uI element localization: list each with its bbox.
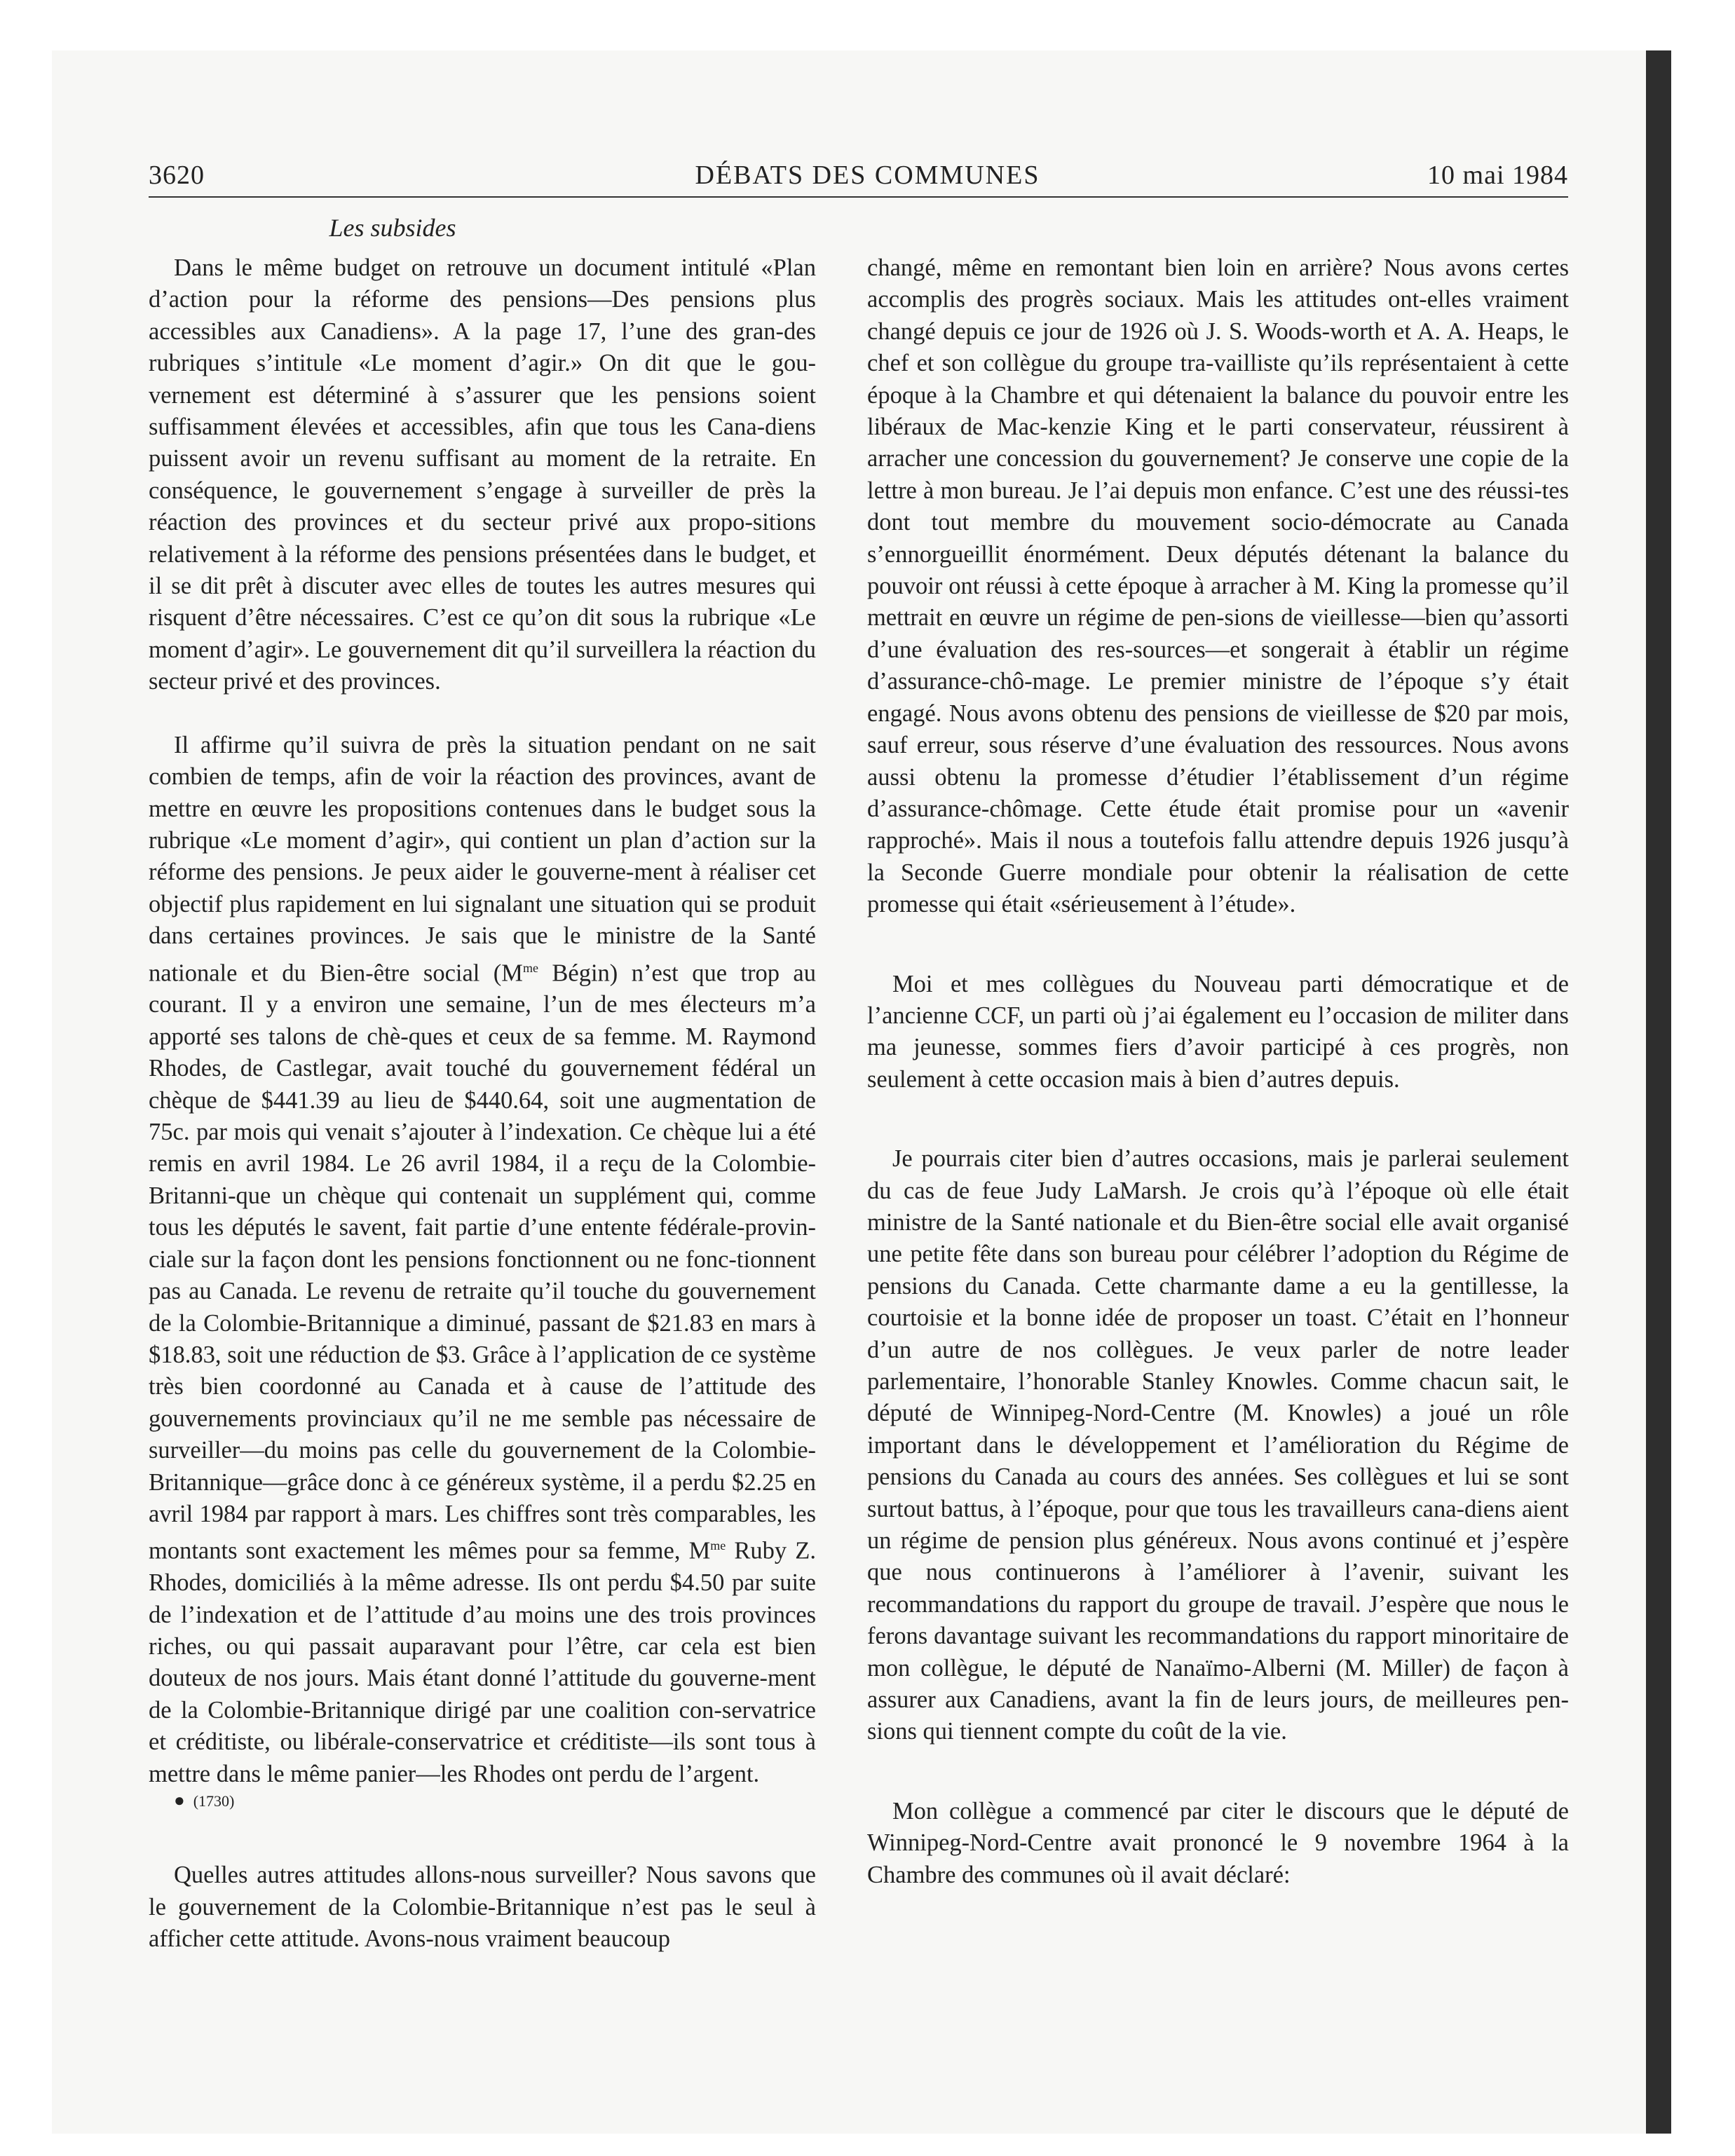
paragraph: Mon collègue a commencé par citer le discours que le député de Winnipeg-Nord-Centre avait prononcé le 9 novembre 1964 à la Chambre des communes où il avait déclaré:: [867, 1797, 1569, 1888]
left-column: [149, 252, 816, 1955]
paragraph-text: Bégin) n’est que trop au courant. Il y a environ une semaine, l’un de mes électeurs m’a apporté ses talons de chè-ques et ceux de sa femme. M. Raymond Rhodes, de Castlegar, avait touché du gouvernement fédéral un chèque de $441.39 au lieu de $440.64, soit une augmentation de 75c. par mois qui venait s’ajouter à l’indexation. Ce chèque lui a été remis en avril 1984. Le 26 avril 1984, il a reçu de la Colombie-Britanni-que un chèque qui contenait un supplément qui, comme tous les députés le savent, fait partie d’une entente fédérale-provin-ciale sur la façon dont les pensions fonctionnent ou ne fonc-tionnent pas au Canada. Le revenu de retraite qu’il touche du gouvernement de la Colombie-Britannique a diminué, passant de $21.83 en mars à $18.83, soit une réduction de $3. Grâce à l’application de ce système très bien coordonné au Canada et à cause de l’attitude des gouvernements provinciaux qu’il ne me semble pas nécessaire de surveiller—du moins pas celle du gouvernement de la Colombie-Britannique—grâce donc à ce généreux système, il a perdu $2.25 en avril 1984 par rapport à mars. Les chiffres sont très comparables, les montants sont exactement les mêmes pour sa femme, M: [149, 960, 816, 1564]
page-number: 3620: [149, 161, 205, 190]
paragraph-text: Il affirme qu’il suivra de près la situation pendant on ne sait combien de temps, afin de voir la réaction des provinces, avant de mettre en œuvre les propositions contenues dans le budget sous la rubrique «Le moment d’agir», qui contient un plan d’action sur la réforme des pensions. Je peux aider le gouverne-ment à réaliser cet objectif plus rapidement en lui signalant une situation qui se produit dans certaines provinces. Je sais que le ministre de la Santé nationale et du Bien-être social (M: [149, 731, 816, 987]
paragraph: changé, même en remontant bien loin en arrière? Nous avons certes accomplis des progrès sociaux. Mais les attitudes ont-elles vraiment changé depuis ce jour de 1926 où J. S. Woods-worth et A. A. Heaps, le chef et son collègue du groupe tra-vailliste qu’ils représentaient à cette époque à la Chambre et qui détenaient la balance du pouvoir entre les libéraux de Mac-kenzie King et le parti conservateur, réussirent à arracher une concession du gouvernement? Je conserve une copie de la lettre à mon bureau. Je l’ai depuis mon enfance. C’est une des réussi-tes dont tout membre du mouvement socio-démocrate au Canada s’ennorgueillit énormément. Deux députés détenant la balance du pouvoir ont réussi à cette époque à arracher à M. King la promesse qu’il mettrait en œuvre un régime de pen-sions de vieillesse—bien qu’assorti d’une évaluation des res-sources—et songerait à établir un régime d’assurance-chô-mage. Le premier ministre de l’époque s’y était engagé. Nous avons obtenu des pensions de vieillesse de $20 par mois, sauf erreur, sous réserve d’une évaluation des ressources. Nous avons aussi obtenu la promesse d’étudier l’établissement d’un régime d’assurance-chômage. Cette étude était promise pour un «avenir rapproché». Mais il nous a toutefois fallu attendre depuis 1926 jusqu’à la Seconde Guerre mondiale pour obtenir la réalisation de cette promesse qui était «sérieusement à l’étude».: [867, 254, 1569, 918]
superscript: me: [522, 960, 538, 975]
section-title: Les subsides: [329, 214, 456, 242]
timestamp-text: (1730): [193, 1792, 235, 1810]
paragraph: [149, 730, 816, 1790]
paragraph: Je pourrais citer bien d’autres occasions, mais je parlerai seulement du cas de feue Judy LaMarsh. Je crois qu’à l’époque où elle était ministre de la Santé nationale et du Bien-être social elle avait organisé une petite fête dans son bureau pour célébrer l’adoption du Régime de pensions du Canada. Cette charmante dame a eu la gentillesse, la courtoisie et la bonne idée de proposer un toast. C’était en l’honneur d’un autre de nos collègues. Je veux parler de notre leader parlementaire, l’honorable Stanley Knowles. Comme chacun sait, le député de Winnipeg-Nord-Centre (M. Knowles) a joué un rôle important dans le développement et l’amélioration du Régime de pensions du Canada au cours des années. Ses collègues et lui se sont surtout battus, à l’époque, pour que tous les travailleurs cana-diens aient un régime de pension plus généreux. Nous avons continué et j’espère que nous continuerons à l’améliorer à l’avenir, suivant les recommandations du rapport du groupe de travail. J’espère que nous le ferons davantage suivant les recommandations du rapport minoritaire de mon collègue, le député de Nanaïmo-Alberni (M. Miller) de façon à assurer aux Canadiens, avant la fin de leurs jours, de meilleures pen-sions qui tiennent compte du coût de la vie.: [867, 1145, 1569, 1745]
paragraph: Moi et mes collègues du Nouveau parti démocratique et de l’ancienne CCF, un parti où j’ai également eu l’occasion de militer dans ma jeunesse, sommes fiers d’avoir participé à ces progrès, non seulement à cette occasion mais à bien d’autres depuis.: [867, 970, 1569, 1093]
right-column: [867, 252, 1569, 1891]
page-date: 10 mai 1984: [1427, 161, 1568, 190]
paragraph: Quelles autres attitudes allons-nous surveiller? Nous savons que le gouvernement de la Colombie-Britannique n’est pas le seul à afficher cette attitude. Avons-nous vraiment beaucoup: [149, 1862, 816, 1952]
bullet-icon: ●: [174, 1790, 185, 1811]
timestamp: [149, 1790, 816, 1812]
header-rule: [149, 196, 1568, 198]
scan-edge-shadow: [1646, 50, 1671, 2134]
paragraph: Dans le même budget on retrouve un document intitulé «Plan d’action pour la réforme des pensions—Des pensions plus accessibles aux Canadiens». A la page 17, l’une des gran-des rubriques s’intitule «Le moment d’agir.» On dit que le gou-vernement est déterminé à s’assurer que les pensions soient suffisamment élevées et accessibles, afin que tous les Cana-diens puissent avoir un revenu suffisant au moment de la retraite. En conséquence, le gouvernement s’engage à surveiller de près la réaction des provinces et du secteur privé aux propo-sitions relativement à la réforme des pensions présentées dans le budget, et il se dit prêt à discuter avec elles de toutes les autres mesures qui risquent d’être nécessaires. C’est ce qu’on dit sous la rubrique «Le moment d’agir». Le gouvernement dit qu’il surveillera la réaction du secteur privé et des provinces.: [149, 254, 816, 695]
page-title: DÉBATS DES COMMUNES: [695, 161, 1040, 190]
superscript: me: [710, 1538, 726, 1553]
paragraph-text: Ruby Z. Rhodes, domiciliés à la même adresse. Ils ont perdu $4.50 par suite de l’indexation et de l’attitude d’au moins une des trois provinces riches, ou qui passait auparavant pour l’être, car cela est bien douteux de nos jours. Mais étant donné l’attitude du gouverne-ment de la Colombie-Britannique dirigé par une coalition con-servatrice et créditiste, ou libérale-conservatrice et créditiste—ils sont tous à mettre dans le même panier—les Rhodes ont perdu de l’argent.: [149, 1537, 816, 1787]
